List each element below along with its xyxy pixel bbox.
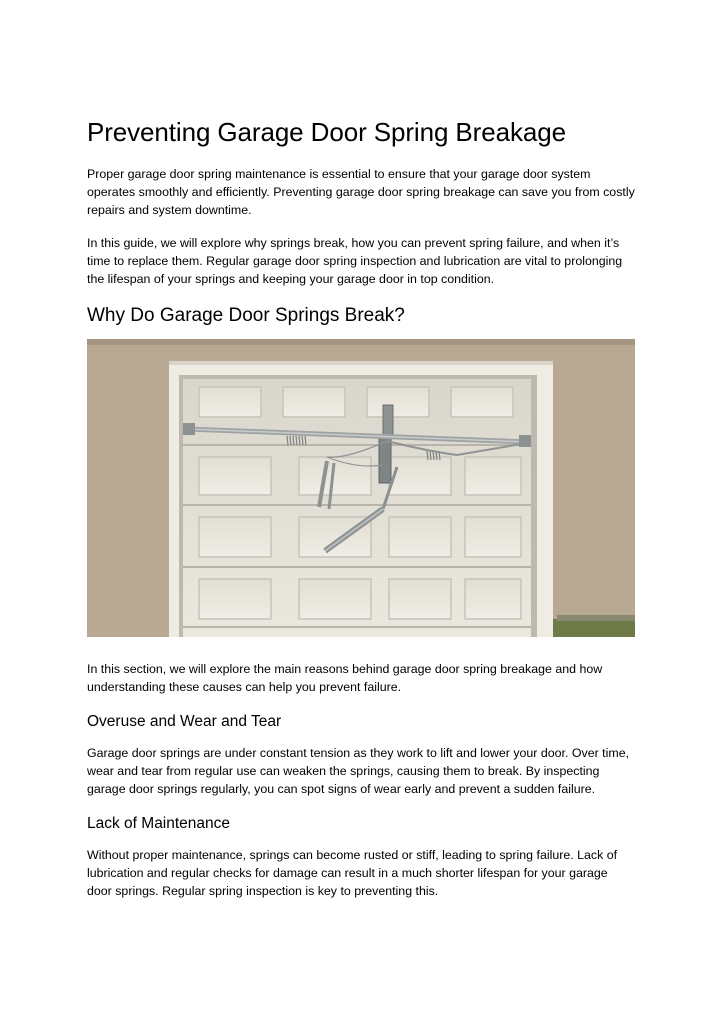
page-title: Preventing Garage Door Spring Breakage xyxy=(87,117,566,147)
subsection-heading-maintenance: Lack of Maintenance xyxy=(87,815,231,832)
subsection-heading-overuse: Overuse and Wear and Tear xyxy=(87,713,282,730)
garage-door-photo xyxy=(87,339,635,637)
article xyxy=(87,112,635,915)
section-heading-why-springs-break: Why Do Garage Door Springs Break? xyxy=(87,305,405,326)
section-paragraph: In this section, we will explore the main reasons behind garage door spring breakage and how understanding these causes can help you prevent failure. xyxy=(87,662,603,694)
intro-paragraph-1: Proper garage door spring maintenance is essential to ensure that your garage door system operates smoothly and efficiently. Preventing garage door spring breakage can save you from costly repairs and system downtime. xyxy=(87,167,635,217)
subsection-paragraph-maintenance: Without proper maintenance, springs can become rusted or stiff, leading to spring failure. Lack of lubrication and regular checks for damage can result in a much shorter lifespan for your garage door springs. Regular spring inspection is key to preventing this. xyxy=(87,848,618,898)
intro-paragraph-2: In this guide, we will explore why springs break, how you can prevent spring failure, and when it’s time to replace them. Regular garage door spring inspection and lubrication are vital to prolonging the lifespan of your springs and keeping your garage door in top condition. xyxy=(87,236,623,286)
subsection-paragraph-overuse: Garage door springs are under constant tension as they work to lift and lower your door. Over time, wear and tear from regular use can weaken the springs, causing them to break. By inspecting garage door springs regularly, you can spot signs of wear early and prevent a sudden failure. xyxy=(87,746,630,796)
